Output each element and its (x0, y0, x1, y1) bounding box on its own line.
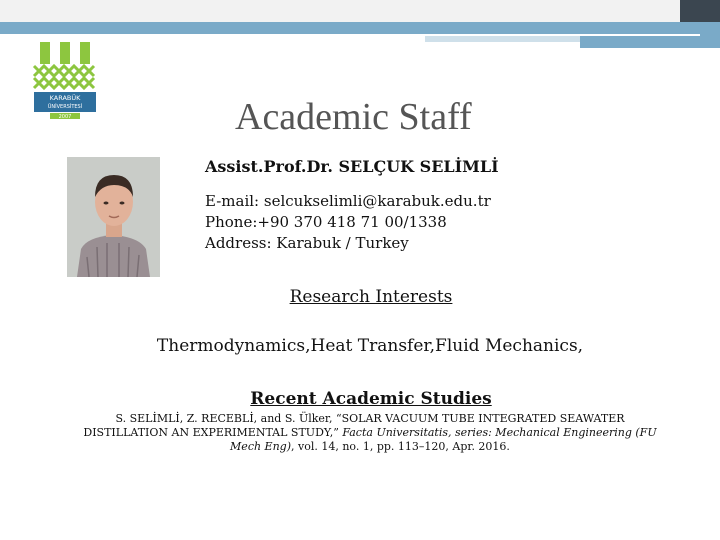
person-photo-illustration (67, 157, 160, 277)
page-title: Academic Staff (235, 96, 472, 138)
header-thin-bar (425, 36, 580, 42)
staff-address: Address: Karabuk / Turkey (205, 234, 409, 252)
university-logo (30, 40, 100, 120)
citation-details: , vol. 14, no. 1, pp. 113–120, Apr. 2016. (291, 440, 510, 453)
header-right-bar (580, 36, 720, 48)
research-interests-heading: Research Interests (289, 287, 453, 307)
logo-text-1: KARABÜK (49, 94, 81, 102)
logo-text-2: ÜNİVERSİTESİ (47, 104, 83, 110)
citation (80, 412, 660, 454)
recent-studies-heading: Recent Academic Studies (250, 389, 492, 409)
header-dark-block (680, 0, 720, 22)
logo-column (40, 42, 50, 64)
staff-email: E-mail: selcukselimli@karabuk.edu.tr (205, 192, 491, 210)
research-interests-text: Thermodynamics,Heat Transfer,Fluid Mechanics, (156, 336, 584, 356)
staff-phone: Phone:+90 370 418 71 00/1338 (205, 213, 447, 231)
logo-year: 2007 (58, 114, 72, 120)
header-band (0, 0, 720, 22)
logo-column (60, 42, 70, 64)
logo-lattice (34, 66, 94, 88)
logo-column (80, 42, 90, 64)
citation-journal: Facta Universitatis, series: Mechanical Engineering (FU Mech Eng) (230, 426, 657, 453)
header-right-end (700, 34, 720, 48)
citation-authors-title: S. SELİMLİ, Z. RECEBLİ, and S. Ülker, “SOLAR VACUUM TUBE INTEGRATED SEAWATER DISTILLATION AN EXPERIMENTAL STUDY,” (83, 412, 625, 439)
profile-photo (67, 157, 160, 277)
header-accent-bar (0, 22, 720, 34)
staff-name: Assist.Prof.Dr. SELÇUK SELİMLİ (205, 157, 499, 176)
